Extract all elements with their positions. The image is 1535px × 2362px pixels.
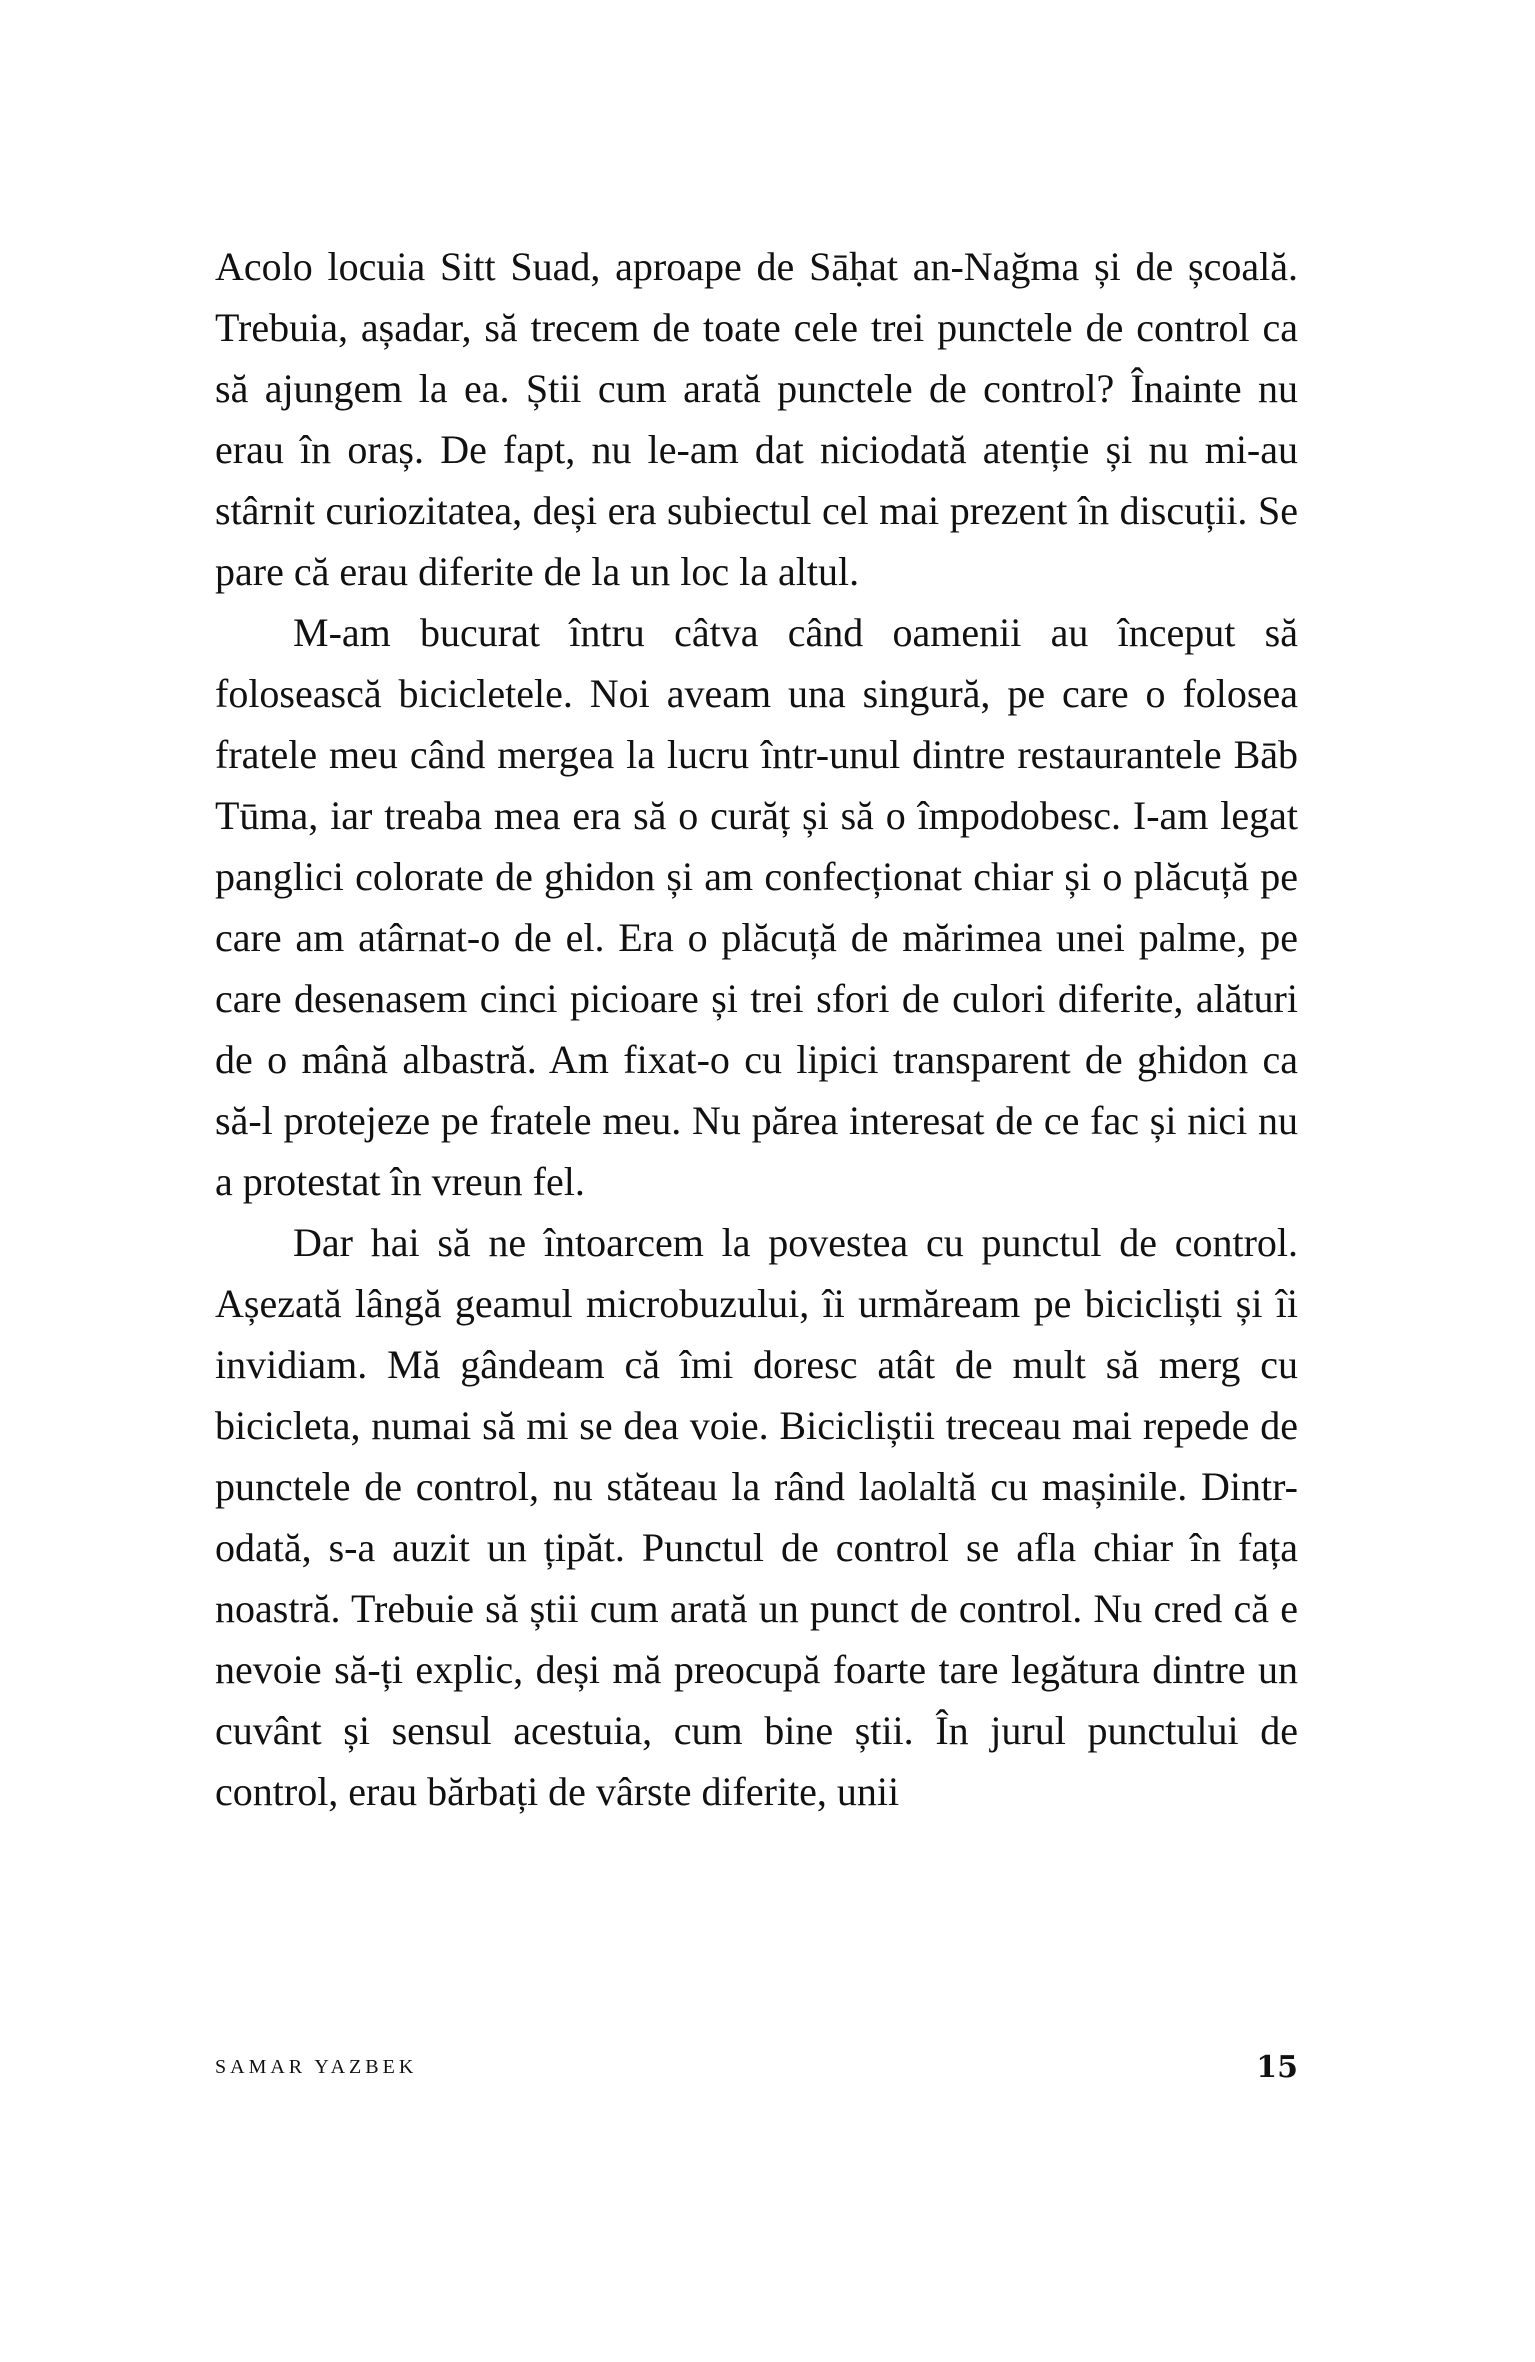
page-footer — [215, 2050, 1298, 2090]
paragraph-2: M-am bucurat întru câtva când oamenii au început să folosească bicicletele. Noi aveam una singură, pe care o folosea fratele meu când mergea la lucru într-unul dintre restaurantele Bāb Tūma, iar treaba mea era să o curăț și să o împodobesc. I-am legat panglici colorate de ghidon și am confecționat chiar și o plăcuță pe care am atârnat-o de el. Era o plăcuță de mărimea unei palme, pe care desenasem cinci picioare și trei sfori de culori diferite, alături de o mână albastră. Am fixat-o cu lipici transparent de ghidon ca să-l protejeze pe fratele meu. Nu părea interesat de ce fac și nici nu a protestat în vreun fel. — [215, 610, 1298, 1204]
page-number: 15 — [1256, 2050, 1298, 2085]
page-body — [215, 236, 1298, 1822]
paragraph-3: Dar hai să ne întoarcem la povestea cu punctul de control. Așezată lângă geamul microbuzului, îi urmăream pe bicicliști și îi invidiam. Mă gândeam că îmi doresc atât de mult să merg cu bicicleta, numai să mi se dea voie. Bicicliștii treceau mai repede de punctele de control, nu stăteau la rând laolaltă cu mașinile. Dintr-odată, s-a auzit un țipăt. Punctul de control se afla chiar în fața noastră. Trebuie să știi cum arată un punct de control. Nu cred că e nevoie să-ți explic, deși mă preocupă foarte tare legătura dintre un cuvânt și sensul acestuia, cum bine știi. În jurul punctului de control, erau bărbați de vârste diferite, unii — [215, 1220, 1298, 1814]
running-footer-author: SAMAR YAZBEK — [215, 2056, 418, 2078]
paragraph-1: Acolo locuia Sitt Suad, aproape de Sāḥat an-Nağma și de școală. Trebuia, așadar, să trecem de toate cele trei punctele de control ca să ajungem la ea. Știi cum arată punctele de control? Înainte nu erau în oraș. De fapt, nu le-am dat niciodată atenție și nu mi-au stârnit curiozitatea, deși era subiectul cel mai prezent în discuții. Se pare că erau diferite de la un loc la altul. — [215, 244, 1298, 594]
